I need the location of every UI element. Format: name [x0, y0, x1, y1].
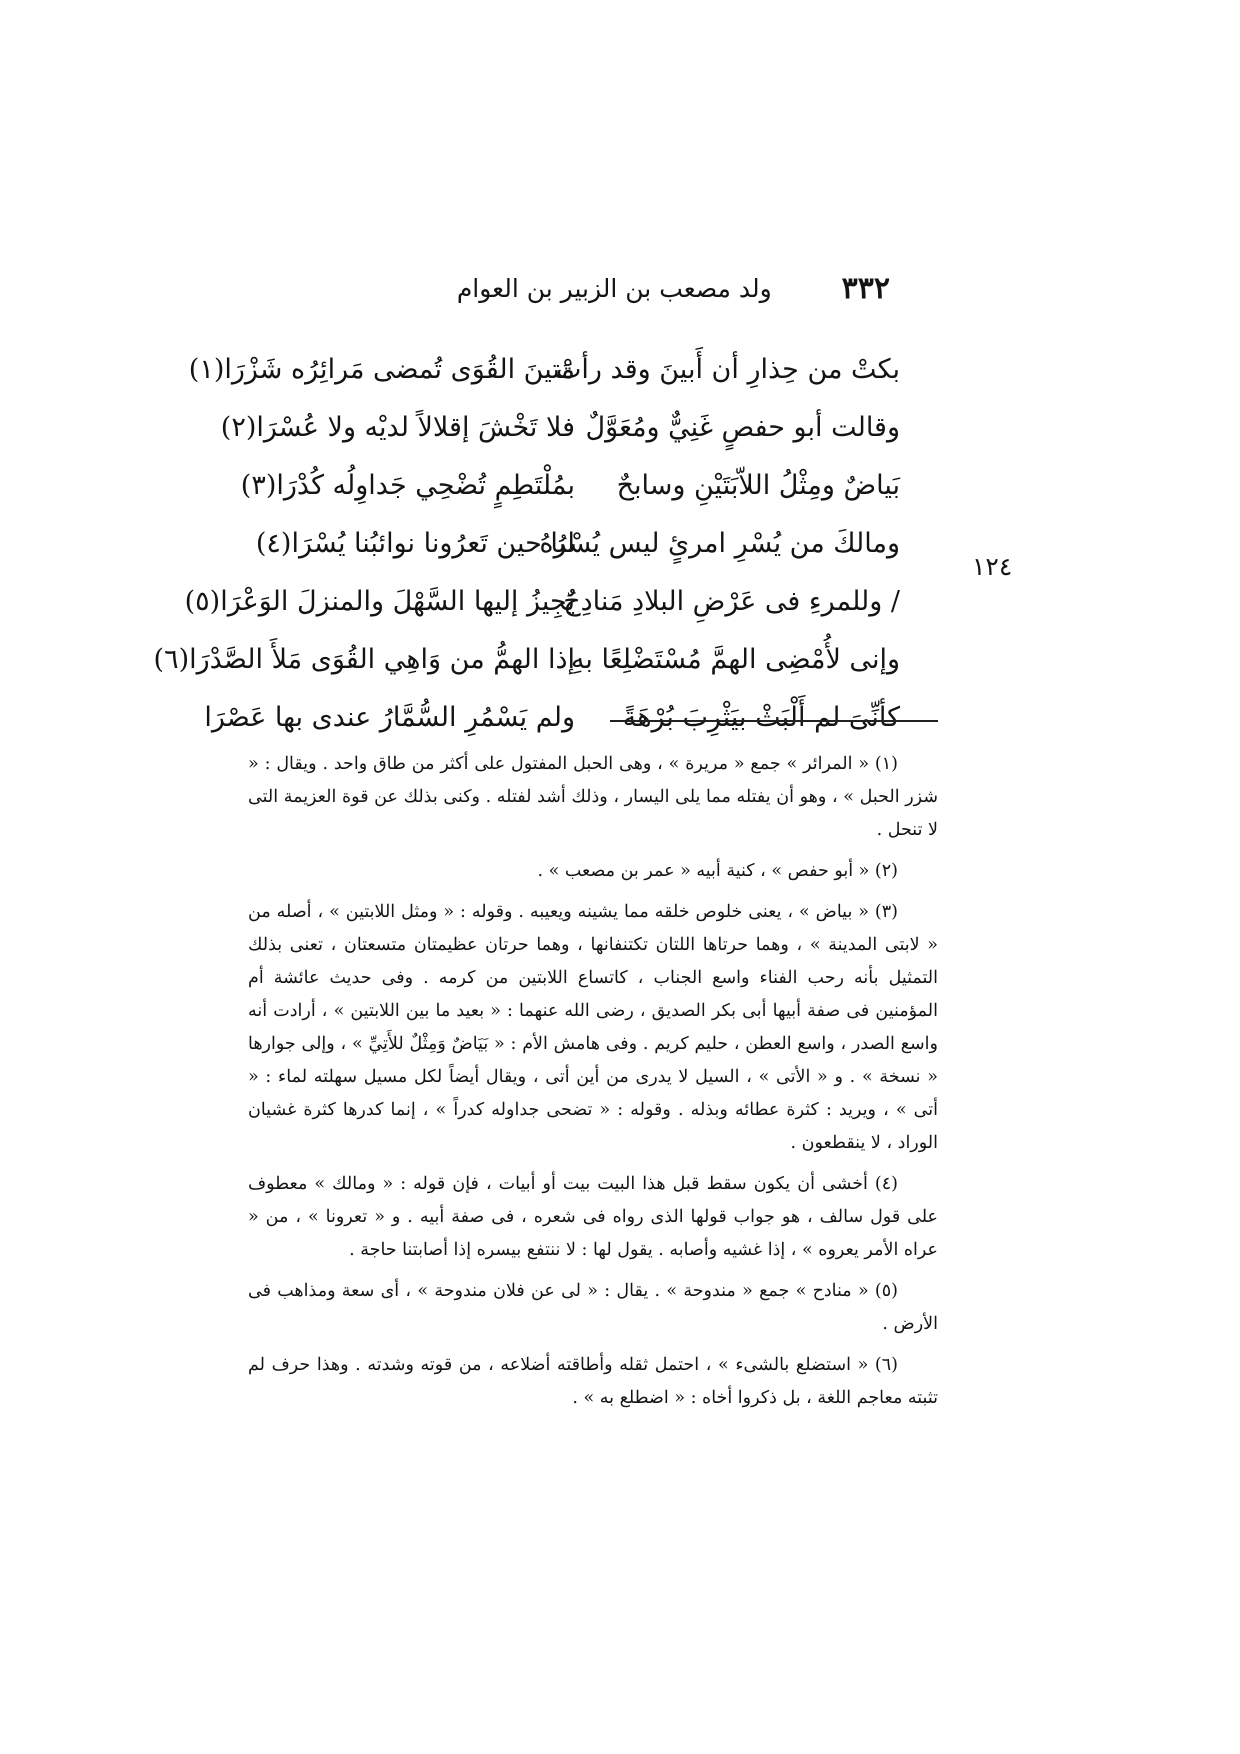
first-hemistich: كأنِّىَ لم أَلْبَثْ بيَثْرِبَ بُرْهَةً [622, 701, 900, 733]
verse-line [188, 340, 900, 398]
second-hemistich: فلا تَخْشَ إقلالاً لديْه ولا عُسْرَا(٢) [220, 411, 575, 443]
page-number: ٣٣٢ [841, 270, 890, 306]
second-hemistich: ولم يَسْمُرِ السُّمَّارُ عندى بها عَصْرَا [204, 701, 575, 733]
verse-line [184, 572, 900, 630]
footnotes [248, 748, 938, 1423]
first-hemistich: بكتْ من حِذارِ أن أَبينَ وقد رأتْ [556, 353, 900, 385]
footnote-divider [610, 720, 938, 722]
verse-line [255, 514, 900, 572]
running-title: ولد مصعب بن الزبير بن العوام [456, 273, 772, 303]
page-header [420, 268, 890, 308]
first-hemistich: وإنى لأُمْضِى الهمَّ مُسْتَضْلِعًا بهِ [570, 643, 900, 675]
verse-line [220, 398, 900, 456]
margin-folio-number: ١٢٤ [972, 552, 1013, 581]
second-hemistich: لنا حين تَعرُونا نوائبُنا يُسْرَا(٤) [255, 527, 575, 559]
footnote: (٦) « استضلع بالشىء » ، احتمل ثقله وأطاقته أضلاعه ، من قوته وشدته . وهذا حرف لم تثبته معاجم اللغة ، بل ذكروا أخاه : « اضطلع به » . [248, 1355, 938, 1408]
verse-line [204, 688, 900, 746]
second-hemistich: مَتينَ القُوَى تُمضى مَرائِرُه شَزْرَا(١) [188, 353, 575, 385]
footnote: (١) « المرائر » جمع « مريرة » ، وهى الحبل المفتول على أكثر من طاق واحد . ويقال : « شزر الحبل » ، وهو أن يفتله مما يلى اليسار ، وذلك أشد لفتله . وكنى بذلك عن قوة العزيمة التى لا تنحل . [248, 754, 938, 840]
first-hemistich: وقالت أبو حفصٍ غَنِيٌّ ومُعَوَّلٌ [585, 411, 900, 443]
footnote: (٢) « أبو حفص » ، كنية أبيه « عمر بن مصعب » . [537, 861, 898, 881]
footnote: (٤) أخشى أن يكون سقط قبل هذا البيت بيت أو أبيات ، فإن قوله : « ومالك » معطوف على قول سالف ، هو جواب قولها الذى رواه فى شعره ، فى صفة أبيه . و « تعرونا » ، من « عراه الأمر يعروه » ، إذا غشيه وأصابه . يقول لها : لا ننتفع بيسره إذا أصابتنا حاجة . [248, 1174, 938, 1260]
footnote: (٥) « منادح » جمع « مندوحة » . يقال : « لى عن فلان مندوحة » ، أى سعة ومذاهب فى الأرض . [248, 1281, 938, 1334]
first-hemistich: / وللمرءِ فى عَرْضِ البلادِ مَنادِحٌ [563, 585, 900, 617]
verse-line [153, 630, 900, 688]
second-hemistich: إذا الهمُّ من وَاهِي القُوَى مَلأَ الصَّدْرَا(٦) [153, 643, 575, 675]
second-hemistich: يُجِيزُ إليها السَّهْلَ والمنزلَ الوَعْرَا(٥) [184, 585, 575, 617]
verse-line [240, 456, 900, 514]
first-hemistich: بَياضٌ ومِثْلُ اللاّبَتَيْنِ وسابحٌ [616, 469, 900, 501]
footnote: (٣) « بياض » ، يعنى خلوص خلقه مما يشينه ويعيبه . وقوله : « ومثل اللابتين » ، أصله من « لابتى المدينة » ، وهما حرتاها اللتان تكتنفانها ، وهما حرتان عظيمتان متسعتان ، تعنى بذلك التمثيل بأنه رحب الفناء واسع الجناب ، كاتساع اللابتين من كرمه . وفى حديث عائشة أم المؤمنين فى صفة أبيها أبى بكر الصديق ، رضى الله عنهما : « بعيد ما بين اللابتين » ، أرادت أنه واسع الصدر ، واسع العطن ، حليم كريم . وفى هامش الأم : « بَيَاضٌ وَمِثْلٌ للأَتِيِّ » ، وإلى جوارها « نسخة » . و « الأتى » ، السيل لا يدرى من أين أتى ، ويقال أيضاً لكل مسيل سهلته لماء : « أتى » ، ويريد : كثرة عطائه وبذله . وقوله : « تضحى جداوله كدراً » ، إنما كدرها كثرة غشيان الوراد ، لا ينقطعون . [248, 902, 938, 1153]
second-hemistich: بمُلْتَطِمٍ تُضْحِي جَداوِلُه كُدْرَا(٣) [240, 469, 575, 501]
poem [153, 340, 900, 746]
first-hemistich: ومالكَ من يُسْرِ امرئٍ ليس يُسْرُهُ [539, 527, 900, 559]
